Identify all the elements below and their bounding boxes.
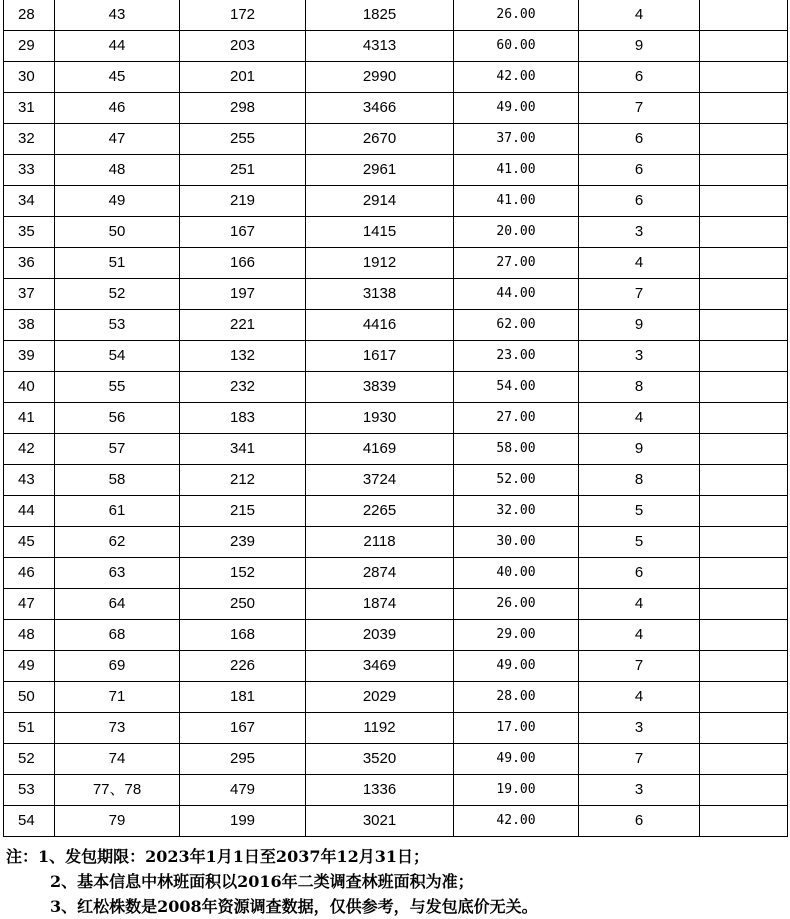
table-cell[interactable]: 49: [4, 651, 55, 682]
table-cell[interactable]: 27.00: [454, 403, 579, 434]
table-row: [4, 403, 788, 434]
forest-plot-table: [3, 0, 788, 837]
table-row: [4, 651, 788, 682]
table-cell[interactable]: 197: [180, 279, 306, 310]
table-cell[interactable]: 3520: [306, 744, 454, 775]
table-cell[interactable]: 36: [4, 248, 55, 279]
table-row: [4, 31, 788, 62]
table-cell[interactable]: 56: [55, 403, 180, 434]
table-cell[interactable]: 2670: [306, 124, 454, 155]
table-cell[interactable]: 50: [4, 682, 55, 713]
table-cell[interactable]: 3: [579, 713, 700, 744]
table-cell[interactable]: 29: [4, 31, 55, 62]
table-cell[interactable]: 37.00: [454, 124, 579, 155]
table-cell[interactable]: 28.00: [454, 682, 579, 713]
table-cell[interactable]: 52: [55, 279, 180, 310]
table-cell[interactable]: 4: [579, 0, 700, 31]
table-cell[interactable]: 4: [579, 589, 700, 620]
table-body: [4, 0, 788, 837]
table-cell[interactable]: 64: [55, 589, 180, 620]
table-cell[interactable]: 34: [4, 186, 55, 217]
table-row: [4, 341, 788, 372]
table-cell[interactable]: 45: [55, 62, 180, 93]
table-cell[interactable]: 48: [4, 620, 55, 651]
table-row: [4, 806, 788, 837]
table-cell[interactable]: 39: [4, 341, 55, 372]
table-cell[interactable]: 3469: [306, 651, 454, 682]
table-cell[interactable]: 46: [4, 558, 55, 589]
table-cell[interactable]: [700, 403, 788, 434]
table-cell[interactable]: 55: [55, 372, 180, 403]
table-cell[interactable]: 239: [180, 527, 306, 558]
table-cell[interactable]: 166: [180, 248, 306, 279]
table-cell[interactable]: 20.00: [454, 217, 579, 248]
table-cell[interactable]: 30.00: [454, 527, 579, 558]
table-cell[interactable]: 251: [180, 155, 306, 186]
table-row: [4, 0, 788, 31]
table-cell[interactable]: 26.00: [454, 589, 579, 620]
table-cell[interactable]: 8: [579, 372, 700, 403]
table-cell[interactable]: 9: [579, 31, 700, 62]
table-cell[interactable]: 6: [579, 186, 700, 217]
note-line-2: 2、基本信息中林班面积以2016年二类调查林班面积为准；: [50, 872, 474, 891]
table-cell[interactable]: 63: [55, 558, 180, 589]
table-cell[interactable]: 48: [55, 155, 180, 186]
table-cell[interactable]: 8: [579, 465, 700, 496]
table-cell[interactable]: 1336: [306, 775, 454, 806]
table-cell[interactable]: 181: [180, 682, 306, 713]
table-cell[interactable]: 3138: [306, 279, 454, 310]
table-cell[interactable]: 42.00: [454, 62, 579, 93]
table-cell[interactable]: 54.00: [454, 372, 579, 403]
table-cell[interactable]: 7: [579, 651, 700, 682]
table-cell[interactable]: 1617: [306, 341, 454, 372]
table-cell[interactable]: 42.00: [454, 806, 579, 837]
table-row: [4, 186, 788, 217]
table-cell[interactable]: 4416: [306, 310, 454, 341]
table-cell[interactable]: 49.00: [454, 93, 579, 124]
table-cell[interactable]: [700, 310, 788, 341]
table-row: [4, 775, 788, 806]
table-cell[interactable]: [700, 558, 788, 589]
table-cell[interactable]: 26.00: [454, 0, 579, 31]
table-cell[interactable]: 27.00: [454, 248, 579, 279]
table-cell[interactable]: 255: [180, 124, 306, 155]
note-line-1: 注：1、发包期限：2023年1月1日至2037年12月31日；: [6, 847, 429, 866]
table-row: [4, 155, 788, 186]
table-cell[interactable]: 341: [180, 434, 306, 465]
table-cell[interactable]: 1415: [306, 217, 454, 248]
table-cell[interactable]: [700, 217, 788, 248]
table-cell[interactable]: 74: [55, 744, 180, 775]
table-cell[interactable]: 77、78: [55, 775, 180, 806]
table-cell[interactable]: 43: [4, 465, 55, 496]
table-cell[interactable]: 51: [4, 713, 55, 744]
table-cell[interactable]: 53: [4, 775, 55, 806]
table-cell[interactable]: 79: [55, 806, 180, 837]
table-cell[interactable]: 295: [180, 744, 306, 775]
table-cell[interactable]: 58: [55, 465, 180, 496]
table-cell[interactable]: 6: [579, 124, 700, 155]
table-cell[interactable]: [700, 31, 788, 62]
table-cell[interactable]: 3021: [306, 806, 454, 837]
table-cell[interactable]: 41.00: [454, 155, 579, 186]
table-cell[interactable]: 40.00: [454, 558, 579, 589]
table-cell[interactable]: 167: [180, 713, 306, 744]
table-row: [4, 558, 788, 589]
table-cell[interactable]: 3466: [306, 93, 454, 124]
table-cell[interactable]: 2961: [306, 155, 454, 186]
table-cell[interactable]: 41: [4, 403, 55, 434]
table-cell[interactable]: 73: [55, 713, 180, 744]
table-cell[interactable]: 4: [579, 620, 700, 651]
table-cell[interactable]: 3: [579, 341, 700, 372]
table-cell[interactable]: [700, 496, 788, 527]
table-row: [4, 434, 788, 465]
table-cell[interactable]: 9: [579, 434, 700, 465]
table-cell[interactable]: 52: [4, 744, 55, 775]
table-cell[interactable]: 51: [55, 248, 180, 279]
table-cell[interactable]: 215: [180, 496, 306, 527]
table-row: [4, 527, 788, 558]
table-cell[interactable]: 32.00: [454, 496, 579, 527]
table-cell[interactable]: [700, 186, 788, 217]
table-cell[interactable]: 298: [180, 93, 306, 124]
table-cell[interactable]: 5: [579, 496, 700, 527]
table-cell[interactable]: 167: [180, 217, 306, 248]
table-cell[interactable]: [700, 279, 788, 310]
table-cell[interactable]: 41.00: [454, 186, 579, 217]
table-cell[interactable]: 53: [55, 310, 180, 341]
table-cell[interactable]: 6: [579, 62, 700, 93]
table-cell[interactable]: [700, 620, 788, 651]
table-cell[interactable]: 38: [4, 310, 55, 341]
table-cell[interactable]: 6: [579, 155, 700, 186]
table-cell[interactable]: 9: [579, 310, 700, 341]
table-cell[interactable]: 19.00: [454, 775, 579, 806]
table-cell[interactable]: [700, 713, 788, 744]
table-cell[interactable]: 31: [4, 93, 55, 124]
table-cell[interactable]: 201: [180, 62, 306, 93]
table-cell[interactable]: [700, 0, 788, 31]
table-cell[interactable]: 54: [55, 341, 180, 372]
table-row: [4, 496, 788, 527]
table-cell[interactable]: 43: [55, 0, 180, 31]
table-cell[interactable]: 203: [180, 31, 306, 62]
table-row: [4, 620, 788, 651]
table-cell[interactable]: 172: [180, 0, 306, 31]
table-cell[interactable]: 7: [579, 279, 700, 310]
table-cell[interactable]: 58.00: [454, 434, 579, 465]
table-cell[interactable]: 44: [55, 31, 180, 62]
table-cell[interactable]: [700, 341, 788, 372]
table-row: [4, 682, 788, 713]
table-cell[interactable]: 4: [579, 682, 700, 713]
table-row: [4, 372, 788, 403]
table-cell[interactable]: 49.00: [454, 651, 579, 682]
table-cell[interactable]: 49: [55, 186, 180, 217]
table-cell[interactable]: 47: [4, 589, 55, 620]
table-cell[interactable]: [700, 434, 788, 465]
table-cell[interactable]: 71: [55, 682, 180, 713]
table-cell[interactable]: 479: [180, 775, 306, 806]
table-cell[interactable]: 7: [579, 744, 700, 775]
table-cell[interactable]: 23.00: [454, 341, 579, 372]
table-cell[interactable]: 3: [579, 775, 700, 806]
table-row: [4, 279, 788, 310]
table-cell[interactable]: 1874: [306, 589, 454, 620]
table-cell[interactable]: [700, 806, 788, 837]
table-cell[interactable]: 212: [180, 465, 306, 496]
table-cell[interactable]: [700, 248, 788, 279]
table-cell[interactable]: 62.00: [454, 310, 579, 341]
table-cell[interactable]: 4: [579, 403, 700, 434]
table-cell[interactable]: [700, 372, 788, 403]
table-cell[interactable]: 1825: [306, 0, 454, 31]
table-row: [4, 248, 788, 279]
table-cell[interactable]: [700, 744, 788, 775]
table-cell[interactable]: [700, 93, 788, 124]
table-cell[interactable]: [700, 155, 788, 186]
table-cell[interactable]: 47: [55, 124, 180, 155]
table-cell[interactable]: 2265: [306, 496, 454, 527]
table-cell[interactable]: 4169: [306, 434, 454, 465]
table-cell[interactable]: 4: [579, 248, 700, 279]
table-cell[interactable]: 46: [55, 93, 180, 124]
table-cell[interactable]: 152: [180, 558, 306, 589]
table-cell[interactable]: 199: [180, 806, 306, 837]
table-cell[interactable]: 37: [4, 279, 55, 310]
table-row: [4, 310, 788, 341]
table-cell[interactable]: 30: [4, 62, 55, 93]
table-cell[interactable]: 29.00: [454, 620, 579, 651]
table-cell[interactable]: 45: [4, 527, 55, 558]
table-cell[interactable]: 17.00: [454, 713, 579, 744]
table-cell[interactable]: 62: [55, 527, 180, 558]
table-row: [4, 744, 788, 775]
table-cell[interactable]: 183: [180, 403, 306, 434]
table-cell[interactable]: 2039: [306, 620, 454, 651]
table-cell[interactable]: 2029: [306, 682, 454, 713]
table-cell[interactable]: [700, 682, 788, 713]
table-cell[interactable]: 2874: [306, 558, 454, 589]
table-cell[interactable]: [700, 527, 788, 558]
table-cell[interactable]: 3839: [306, 372, 454, 403]
table-cell[interactable]: 226: [180, 651, 306, 682]
table-cell[interactable]: [700, 124, 788, 155]
table-cell[interactable]: 5: [579, 527, 700, 558]
table-row: [4, 93, 788, 124]
table-row: [4, 124, 788, 155]
table-cell[interactable]: 6: [579, 558, 700, 589]
table-cell[interactable]: 49.00: [454, 744, 579, 775]
table-cell[interactable]: 2118: [306, 527, 454, 558]
table-cell[interactable]: 1930: [306, 403, 454, 434]
table-cell[interactable]: 50: [55, 217, 180, 248]
table-cell[interactable]: 28: [4, 0, 55, 31]
table-cell[interactable]: 40: [4, 372, 55, 403]
table-row: [4, 589, 788, 620]
table-cell[interactable]: 232: [180, 372, 306, 403]
table-cell[interactable]: 68: [55, 620, 180, 651]
table-cell[interactable]: 54: [4, 806, 55, 837]
table-cell[interactable]: [700, 465, 788, 496]
table-cell[interactable]: 61: [55, 496, 180, 527]
table-cell[interactable]: 60.00: [454, 31, 579, 62]
table-cell[interactable]: 42: [4, 434, 55, 465]
table-cell[interactable]: 250: [180, 589, 306, 620]
table-row: [4, 713, 788, 744]
table-cell[interactable]: 4313: [306, 31, 454, 62]
table-cell[interactable]: 6: [579, 806, 700, 837]
table-row: [4, 217, 788, 248]
table-cell[interactable]: 33: [4, 155, 55, 186]
table-cell[interactable]: 44.00: [454, 279, 579, 310]
table-cell[interactable]: 69: [55, 651, 180, 682]
table-cell[interactable]: 57: [55, 434, 180, 465]
table-cell[interactable]: 219: [180, 186, 306, 217]
table-cell[interactable]: 32: [4, 124, 55, 155]
table-cell[interactable]: [700, 775, 788, 806]
table-cell[interactable]: 1912: [306, 248, 454, 279]
table-cell[interactable]: 7: [579, 93, 700, 124]
table-cell[interactable]: 35: [4, 217, 55, 248]
note-line-3: 3、红松株数是2008年资源调查数据，仅供参考，与发包底价无关。: [50, 897, 538, 916]
table-cell[interactable]: 2990: [306, 62, 454, 93]
table-cell[interactable]: 168: [180, 620, 306, 651]
table-cell[interactable]: [700, 589, 788, 620]
table-cell[interactable]: 44: [4, 496, 55, 527]
table-cell[interactable]: 3724: [306, 465, 454, 496]
table-cell[interactable]: [700, 651, 788, 682]
table-row: [4, 62, 788, 93]
table-cell[interactable]: 132: [180, 341, 306, 372]
table-cell[interactable]: 2914: [306, 186, 454, 217]
table-cell[interactable]: 3: [579, 217, 700, 248]
table-cell[interactable]: 1192: [306, 713, 454, 744]
footnotes: [6, 844, 786, 919]
table-cell[interactable]: 52.00: [454, 465, 579, 496]
table-cell[interactable]: [700, 62, 788, 93]
table-cell[interactable]: 221: [180, 310, 306, 341]
table-row: [4, 465, 788, 496]
